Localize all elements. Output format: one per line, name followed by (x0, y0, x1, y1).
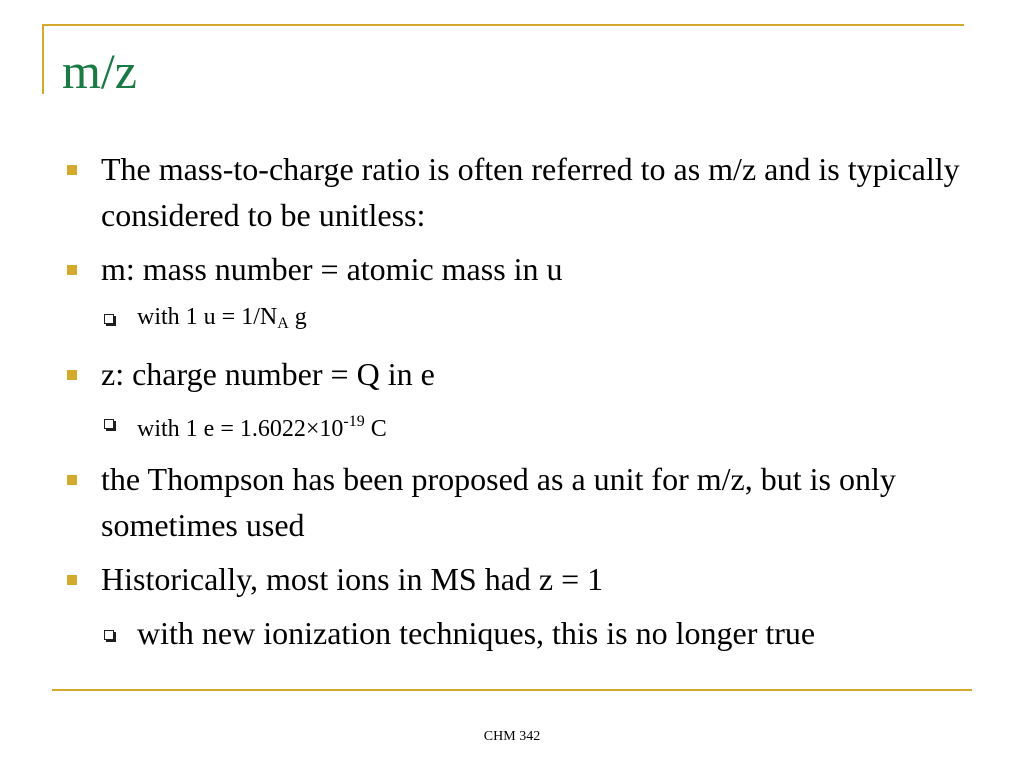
sub-bullet-text: with 1 e = 1.6022×10 (137, 416, 344, 442)
bullet-item-mass-to-charge (64, 146, 994, 238)
slide-footer: CHM 342 (483, 729, 541, 744)
bullet-item-charge-number (64, 351, 994, 397)
title-frame-top-line (42, 24, 964, 26)
square-bullet-icon (67, 265, 77, 275)
bullet-text: Historically, most ions in MS had z = 1 (101, 561, 604, 597)
square-bullet-icon (67, 370, 77, 380)
footer-divider (52, 689, 972, 691)
square-bullet-icon (67, 165, 77, 175)
square-bullet-icon (67, 475, 77, 485)
exponent-superscript: -19 (343, 413, 365, 430)
bullet-item-historically (64, 556, 994, 602)
title-frame-left-line (42, 24, 44, 94)
bullet-text: z: charge number = Q in e (101, 356, 435, 392)
bullet-item-mass-number (64, 246, 994, 292)
bullet-text: m: mass number = atomic mass in u (101, 251, 563, 287)
bullet-text: the Thompson has been proposed as a unit for m/z, but is only sometimes used (101, 461, 896, 543)
sub-bullet-text: with 1 u = 1/N (137, 304, 278, 330)
avogadro-subscript: A (277, 315, 289, 332)
hollow-box-bullet-icon (104, 419, 114, 429)
hollow-box-bullet-icon (104, 630, 114, 640)
square-bullet-icon (67, 575, 77, 585)
sub-bullet-item-e-definition (64, 405, 994, 446)
sub-bullet-text: with new ionization techniques, this is no longer true (137, 615, 816, 651)
hollow-box-bullet-icon (104, 314, 114, 324)
slide-body (64, 146, 994, 666)
sub-bullet-item-new-techniques (64, 610, 994, 656)
bullet-text: The mass-to-charge ratio is often referred to as m/z and is typically considered to be unitless: (101, 151, 960, 233)
sub-bullet-item-u-definition (64, 300, 994, 341)
bullet-item-thompson (64, 456, 994, 548)
sub-bullet-text-end: C (364, 416, 387, 442)
sub-bullet-text-end: g (288, 304, 307, 330)
slide-title: m/z (62, 43, 137, 99)
